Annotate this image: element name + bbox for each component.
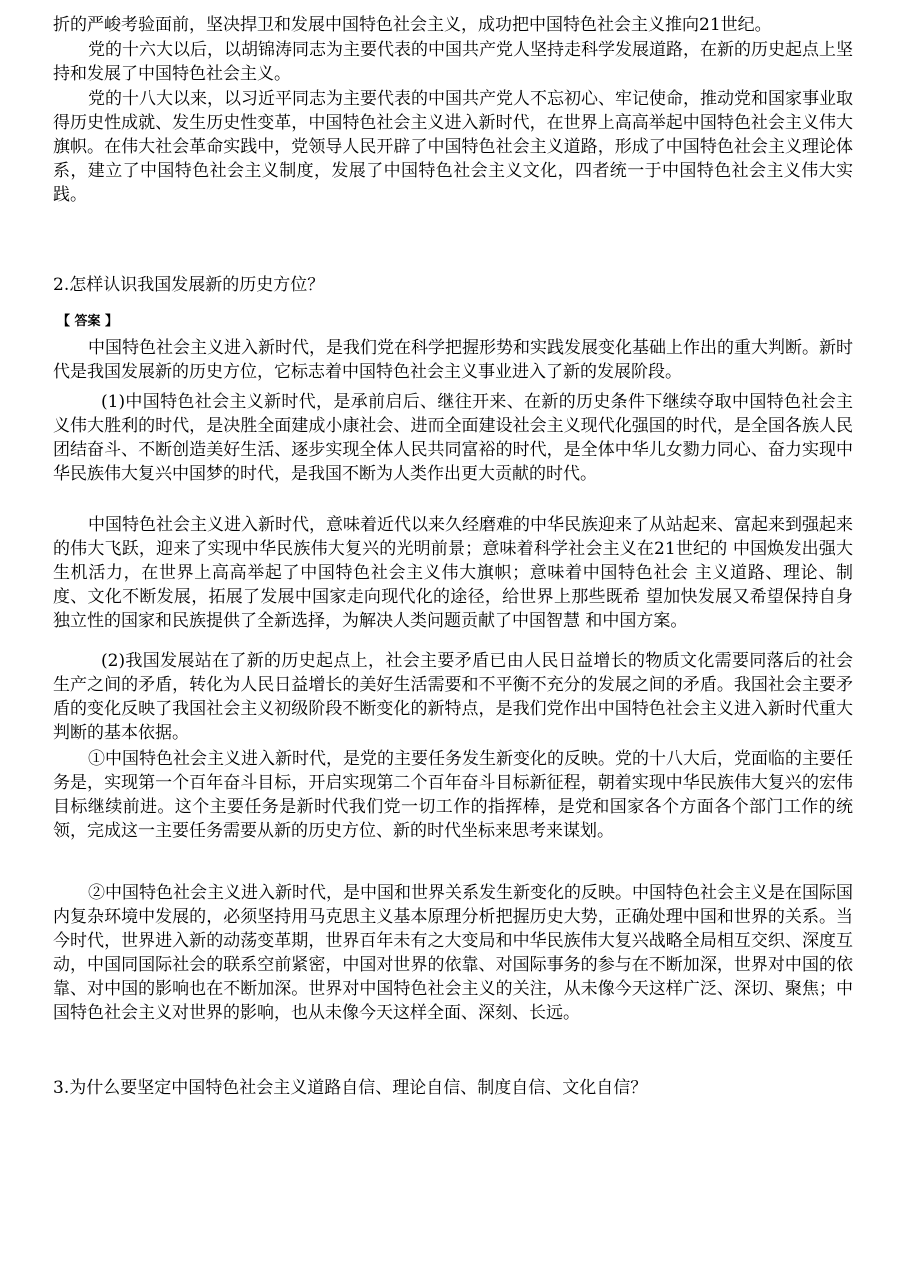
paragraph-16th-congress: 党的十六大以后，以胡锦涛同志为主要代表的中国共产党人坚持走科学发展道路，在新的历史起点上坚持和发展了中国特色社会主义。	[53, 40, 853, 84]
answer-point-2: (2)我国发展站在了新的历史起点上，社会主要矛盾已由人民日益增长的物质文化需要同落后的社会生产之间的矛盾，转化为人民日益增长的美好生活需要和不平衡不充分的发展之间的矛盾。我国社会主要矛盾的变化反映了我国社会主义初级阶段不断变化的新特点，是我们党作出中国特色社会主义进入新时代重大判断的基本依据。	[53, 651, 853, 743]
question-3: 3.为什么要坚定中国特色社会主义道路自信、理论自信、制度自信、文化自信？	[53, 1078, 648, 1098]
question-2: 2.怎样认识我国发展新的历史方位？	[53, 275, 325, 295]
answer-circled-1: ①中国特色社会主义进入新时代，是党的主要任务发生新变化的反映。党的十八大后，党面临的主要任务是，实现第一个百年奋斗目标，开启实现第二个百年奋斗目标新征程，朝着实现中华民族伟大复兴的宏伟目标继续前进。这个主要任务是新时代我们党一切工作的指挥棒，是党和国家各个方面各个部门工作的统领，完成这一主要任务需要从新的历史方位、新的时代坐标来思考来谋划。	[53, 749, 853, 841]
paragraph-continuation: 折的严峻考验面前，坚决捍卫和发展中国特色社会主义，成功把中国特色社会主义推向21世纪。	[53, 15, 772, 35]
answer-meaning: 中国特色社会主义进入新时代，意味着近代以来久经磨难的中华民族迎来了从站起来、富起来到强起来的伟大飞跃，迎来了实现中华民族伟大复兴的光明前景；意味着科学社会主义在21世纪的 中国焕发出强大生机活力，在世界上高高举起了中国特色社会主义伟大旗帜；意味着中国特色社会 主义道路、理论、制度、文化不断发展，拓展了发展中国家走向现代化的途径，给世界上那些既希 望加快发展又希望保持自身独立性的国家和民族提供了全新选择，为解决人类问题贡献了中国智慧 和中国方案。	[53, 515, 853, 631]
answer-point-1: (1)中国特色社会主义新时代，是承前启后、继往开来、在新的历史条件下继续夺取中国特色社会主义伟大胜利的时代，是决胜全面建成小康社会、进而全面建设社会主义现代化强国的时代，是全国各族人民团结奋斗、不断创造美好生活、逐步实现全体人民共同富裕的时代，是全体中华儿女勠力同心、奋力实现中华民族伟大复兴中国梦的时代，是我国不断为人类作出更大贡献的时代。	[53, 392, 853, 484]
answer-label: 【 答案 】	[57, 314, 119, 329]
answer-intro: 中国特色社会主义进入新时代，是我们党在科学把握形势和实践发展变化基础上作出的重大判断。新时代是我国发展新的历史方位，它标志着中国特色社会主义事业进入了新的发展阶段。	[53, 338, 853, 382]
paragraph-18th-congress: 党的十八大以来，以习近平同志为主要代表的中国共产党人不忘初心、牢记使命，推动党和国家事业取得历史性成就、发生历史性变革，中国特色社会主义进入新时代，在世界上高高举起中国特色社会主义伟大旗帜。在伟大社会革命实践中，党领导人民开辟了中国特色社会主义道路，形成了中国特色社会主义理论体系，建立了中国特色社会主义制度，发展了中国特色社会主义文化，四者统一于中国特色社会主义伟大实践。	[53, 89, 853, 205]
answer-circled-2: ②中国特色社会主义进入新时代，是中国和世界关系发生新变化的反映。中国特色社会主义是在国际国内复杂环境中发展的，必须坚持用马克思主义基本原理分析把握历史大势，正确处理中国和世界的关系。当今时代，世界进入新的动荡变革期，世界百年未有之大变局和中华民族伟大复兴战略全局相互交织、深度互动，中国同国际社会的联系空前紧密，中国对世界的依靠、对国际事务的参与在不断加深，世界对中国的依靠、对中国的影响也在不断加深。世界对中国特色社会主义的关注，从未像今天这样广泛、深切、聚焦；中国特色社会主义对世界的影响，也从未像今天这样全面、深刻、长远。	[53, 883, 853, 1023]
